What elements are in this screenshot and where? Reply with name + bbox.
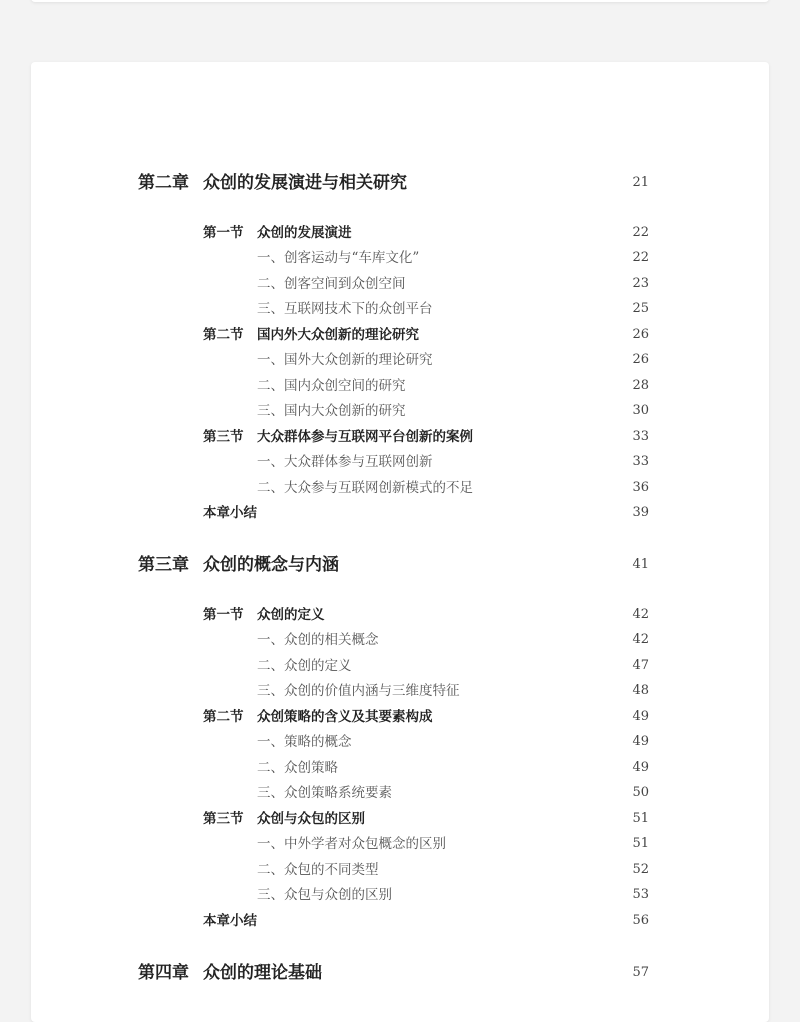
toc-item[interactable] [31, 451, 769, 473]
chapter-title: 众创的发展演进与相关研究 [203, 173, 407, 193]
chapter-label: 第四章 [138, 963, 189, 983]
item-title: 三、众包与众创的区别 [257, 887, 392, 903]
toc-item[interactable] [31, 884, 769, 906]
item-title: 二、创客空间到众创空间 [257, 276, 406, 292]
item-title: 三、众创策略系统要素 [257, 785, 392, 801]
chapter-heading[interactable] [31, 172, 769, 194]
page-number: 51 [632, 836, 649, 851]
item-title: 二、众创策略 [257, 760, 338, 776]
chapter-label: 第二章 [138, 173, 189, 193]
summary-title: 本章小结 [203, 913, 257, 929]
page-number: 51 [632, 811, 649, 826]
page-number: 42 [632, 607, 649, 622]
toc-section[interactable] [31, 808, 769, 830]
item-title: 二、众包的不同类型 [257, 862, 379, 878]
page-number: 28 [632, 378, 649, 393]
page-number: 36 [632, 480, 649, 495]
page-number: 41 [632, 557, 649, 572]
chapter-title: 众创的理论基础 [203, 963, 322, 983]
section-label: 第一节 [203, 225, 244, 241]
section-title: 众创的发展演进 [257, 225, 352, 241]
toc-item[interactable] [31, 400, 769, 422]
item-title: 二、大众参与互联网创新模式的不足 [257, 480, 473, 496]
item-title: 二、国内众创空间的研究 [257, 378, 406, 394]
page-number: 22 [632, 225, 649, 240]
page-number: 47 [632, 658, 649, 673]
toc-chapter-summary[interactable] [31, 910, 769, 932]
toc-item[interactable] [31, 757, 769, 779]
section-label: 第二节 [203, 327, 244, 343]
page-number: 22 [632, 250, 649, 265]
section-label: 第三节 [203, 429, 244, 445]
toc-item[interactable] [31, 655, 769, 677]
page-number: 33 [632, 429, 649, 444]
toc-section[interactable] [31, 426, 769, 448]
summary-title: 本章小结 [203, 505, 257, 521]
toc-section[interactable] [31, 706, 769, 728]
toc-item[interactable] [31, 629, 769, 651]
item-title: 一、大众群体参与互联网创新 [257, 454, 433, 470]
section-label: 第一节 [203, 607, 244, 623]
page-number: 49 [632, 734, 649, 749]
toc-item[interactable] [31, 375, 769, 397]
item-title: 三、国内大众创新的研究 [257, 403, 406, 419]
page-number: 23 [632, 276, 649, 291]
page-number: 39 [632, 505, 649, 520]
toc-chapter-summary[interactable] [31, 502, 769, 524]
toc-item[interactable] [31, 859, 769, 881]
page-number: 52 [632, 862, 649, 877]
section-title: 众创与众包的区别 [257, 811, 365, 827]
toc-item[interactable] [31, 833, 769, 855]
item-title: 三、互联网技术下的众创平台 [257, 301, 433, 317]
page-number: 56 [632, 913, 649, 928]
chapter-label: 第三章 [138, 555, 189, 575]
toc-item[interactable] [31, 273, 769, 295]
toc-item[interactable] [31, 680, 769, 702]
item-title: 一、策略的概念 [257, 734, 352, 750]
item-title: 二、众创的定义 [257, 658, 352, 674]
page-number: 21 [632, 175, 649, 190]
toc-item[interactable] [31, 298, 769, 320]
toc-section[interactable] [31, 222, 769, 244]
page-number: 25 [632, 301, 649, 316]
item-title: 一、国外大众创新的理论研究 [257, 352, 433, 368]
item-title: 一、中外学者对众包概念的区别 [257, 836, 446, 852]
page-number: 30 [632, 403, 649, 418]
chapter-heading[interactable] [31, 962, 769, 984]
page-number: 49 [632, 760, 649, 775]
page-number: 50 [632, 785, 649, 800]
toc-item[interactable] [31, 731, 769, 753]
page-number: 33 [632, 454, 649, 469]
page-number: 48 [632, 683, 649, 698]
previous-page-card [31, 0, 769, 2]
item-title: 一、创客运动与“车库文化” [257, 250, 420, 266]
item-title: 一、众创的相关概念 [257, 632, 379, 648]
toc-page [31, 62, 769, 1022]
page-number: 53 [632, 887, 649, 902]
toc-item[interactable] [31, 782, 769, 804]
chapter-title: 众创的概念与内涵 [203, 555, 339, 575]
page-number: 26 [632, 327, 649, 342]
page-number: 26 [632, 352, 649, 367]
section-title: 大众群体参与互联网平台创新的案例 [257, 429, 473, 445]
toc-section[interactable] [31, 324, 769, 346]
section-title: 众创策略的含义及其要素构成 [257, 709, 433, 725]
section-label: 第三节 [203, 811, 244, 827]
toc-item[interactable] [31, 477, 769, 499]
toc-item[interactable] [31, 247, 769, 269]
section-title: 国内外大众创新的理论研究 [257, 327, 419, 343]
page-number: 57 [632, 965, 649, 980]
page-number: 49 [632, 709, 649, 724]
toc-section[interactable] [31, 604, 769, 626]
section-label: 第二节 [203, 709, 244, 725]
section-title: 众创的定义 [257, 607, 325, 623]
item-title: 三、众创的价值内涵与三维度特征 [257, 683, 460, 699]
page-number: 42 [632, 632, 649, 647]
toc-item[interactable] [31, 349, 769, 371]
chapter-heading[interactable] [31, 554, 769, 576]
